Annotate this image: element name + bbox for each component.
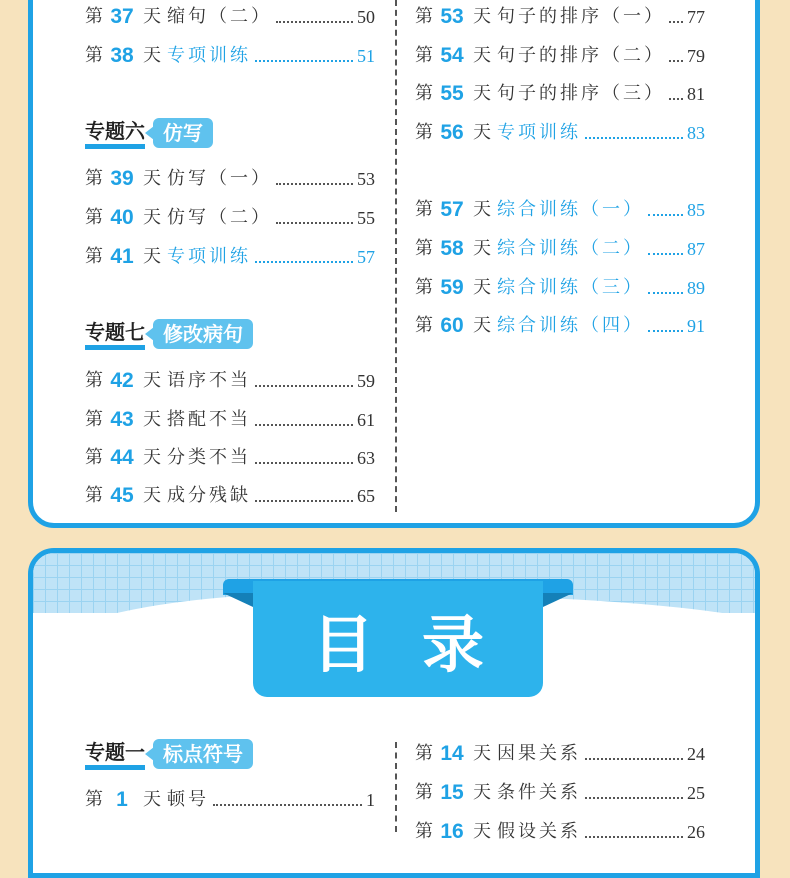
- day-suffix: 天: [473, 45, 491, 66]
- entry-prefix: 第: [415, 6, 433, 27]
- day-number: 40: [110, 206, 134, 229]
- toc-entry-day-42[interactable]: [85, 366, 375, 396]
- day-number: 57: [440, 198, 464, 221]
- entry-prefix: 第: [85, 789, 103, 810]
- day-suffix: 天: [143, 447, 161, 468]
- column-divider-bottom: [395, 742, 397, 832]
- page-number: 65: [357, 486, 375, 506]
- entry-prefix: 第: [415, 238, 433, 259]
- leader-dots: [585, 826, 683, 838]
- entry-prefix: 第: [415, 45, 433, 66]
- leader-dots: [255, 414, 353, 426]
- entry-title: 综合训练（二）: [497, 238, 644, 259]
- day-suffix: 天: [143, 168, 161, 189]
- leader-dots: [648, 320, 683, 332]
- ribbon-fold-left: [223, 593, 253, 607]
- leader-dots: [255, 50, 353, 62]
- day-suffix: 天: [473, 199, 491, 220]
- leader-dots: [669, 11, 683, 23]
- day-number: 42: [110, 369, 134, 392]
- day-number: 1: [116, 788, 128, 811]
- day-suffix: 天: [143, 246, 161, 267]
- day-number: 43: [110, 408, 134, 431]
- day-suffix: 天: [473, 238, 491, 259]
- toc-entry-day-44[interactable]: [85, 443, 375, 473]
- toc-entry-day-57[interactable]: [415, 195, 705, 225]
- topic-six-header: [85, 115, 213, 151]
- entry-title: 句子的排序（二）: [497, 45, 665, 66]
- day-suffix: 天: [473, 782, 491, 803]
- topic-seven-header: [85, 316, 253, 352]
- entry-title: 专项训练: [167, 246, 251, 267]
- page-number: 85: [687, 200, 705, 220]
- day-suffix: 天: [143, 409, 161, 430]
- toc-entry-day-56[interactable]: [415, 118, 705, 148]
- day-suffix: 天: [143, 6, 161, 27]
- entry-title: 搭配不当: [167, 409, 251, 430]
- leader-dots: [255, 452, 353, 464]
- topic-seven-label: 专题七: [85, 319, 145, 350]
- contents-banner: [253, 581, 543, 697]
- entry-title: 成分残缺: [167, 485, 251, 506]
- day-number: 41: [110, 245, 134, 268]
- contents-title: 目录: [311, 607, 532, 681]
- toc-entry-day-40[interactable]: [85, 203, 375, 233]
- page-number: 24: [687, 744, 705, 764]
- day-suffix: 天: [143, 45, 161, 66]
- page-number: 55: [357, 208, 375, 228]
- leader-dots: [648, 204, 683, 216]
- day-suffix: 天: [143, 485, 161, 506]
- leader-dots: [276, 173, 353, 185]
- column-divider: [395, 0, 397, 512]
- entry-prefix: 第: [415, 83, 433, 104]
- day-suffix: 天: [143, 370, 161, 391]
- entry-prefix: 第: [85, 246, 103, 267]
- leader-dots: [255, 490, 353, 502]
- leader-dots: [255, 375, 353, 387]
- entry-title: 句子的排序（三）: [497, 83, 665, 104]
- leader-dots: [585, 787, 683, 799]
- toc-entry-day-16[interactable]: [415, 817, 705, 847]
- day-number: 38: [110, 44, 134, 67]
- entry-prefix: 第: [415, 277, 433, 298]
- entry-prefix: 第: [415, 782, 433, 803]
- entry-title: 顿号: [167, 789, 209, 810]
- entry-title: 综合训练（四）: [497, 315, 644, 336]
- leader-dots: [669, 50, 683, 62]
- day-number: 15: [440, 781, 464, 804]
- topic-seven-tag: 修改病句: [153, 319, 253, 349]
- page-number: 59: [357, 371, 375, 391]
- leader-dots: [276, 11, 353, 23]
- entry-prefix: 第: [85, 207, 103, 228]
- day-suffix: 天: [143, 207, 161, 228]
- topic-one-label: 专题一: [85, 739, 145, 770]
- entry-prefix: 第: [415, 821, 433, 842]
- day-number: 39: [110, 167, 134, 190]
- topic-one-tag: 标点符号: [153, 739, 253, 769]
- topic-six-tag: 仿写: [153, 118, 213, 148]
- entry-title: 仿写（二）: [167, 207, 272, 228]
- entry-title: 专项训练: [167, 45, 251, 66]
- entry-title: 分类不当: [167, 447, 251, 468]
- entry-title: 仿写（一）: [167, 168, 272, 189]
- entry-prefix: 第: [85, 447, 103, 468]
- topic-one-header: [85, 736, 253, 772]
- day-number: 16: [440, 820, 464, 843]
- leader-dots: [648, 282, 683, 294]
- page-number: 77: [687, 7, 705, 27]
- toc-entry-day-45[interactable]: [85, 481, 375, 511]
- entry-title: 专项训练: [497, 122, 581, 143]
- entry-prefix: 第: [85, 6, 103, 27]
- entry-title: 综合训练（三）: [497, 277, 644, 298]
- page-number: 81: [687, 84, 705, 104]
- entry-prefix: 第: [415, 315, 433, 336]
- page-number: 53: [357, 169, 375, 189]
- day-number: 44: [110, 446, 134, 469]
- page-number: 87: [687, 239, 705, 259]
- day-number: 58: [440, 237, 464, 260]
- toc-entry-day-55[interactable]: [415, 79, 705, 109]
- entry-prefix: 第: [85, 409, 103, 430]
- page-number: 50: [357, 7, 375, 27]
- toc-entry-day-53[interactable]: [415, 2, 705, 32]
- day-number: 53: [440, 5, 464, 28]
- toc-entry-day-39[interactable]: [85, 164, 375, 194]
- leader-dots: [276, 212, 353, 224]
- day-number: 54: [440, 44, 464, 67]
- day-number: 60: [440, 314, 464, 337]
- page-number: 57: [357, 247, 375, 267]
- entry-title: 句子的排序（一）: [497, 6, 665, 27]
- entry-prefix: 第: [85, 168, 103, 189]
- entry-title: 条件关系: [497, 782, 581, 803]
- leader-dots: [213, 794, 362, 806]
- page-number: 83: [687, 123, 705, 143]
- page-number: 79: [687, 46, 705, 66]
- toc-entry-day-59[interactable]: [415, 273, 705, 303]
- topic-six-label: 专题六: [85, 118, 145, 149]
- leader-dots: [669, 88, 683, 100]
- leader-dots: [585, 748, 683, 760]
- toc-entry-day-60[interactable]: [415, 311, 705, 341]
- toc-entry-day-14[interactable]: [415, 739, 705, 769]
- day-suffix: 天: [473, 122, 491, 143]
- entry-prefix: 第: [415, 743, 433, 764]
- entry-prefix: 第: [415, 199, 433, 220]
- day-number: 55: [440, 82, 464, 105]
- leader-dots: [255, 251, 353, 263]
- toc-entry-day-37[interactable]: [85, 2, 375, 32]
- day-suffix: 天: [473, 6, 491, 27]
- leader-dots: [648, 243, 683, 255]
- day-suffix: 天: [473, 743, 491, 764]
- toc-entry-day-15[interactable]: [415, 778, 705, 808]
- ribbon-fold-right: [543, 593, 573, 607]
- day-suffix: 天: [473, 315, 491, 336]
- page-number: 26: [687, 822, 705, 842]
- day-suffix: 天: [473, 83, 491, 104]
- day-number: 14: [440, 742, 464, 765]
- toc-entry-day-38[interactable]: [85, 41, 375, 71]
- page-number: 91: [687, 316, 705, 336]
- page-number: 89: [687, 278, 705, 298]
- toc-entry-day-58[interactable]: [415, 234, 705, 264]
- entry-title: 缩句（二）: [167, 6, 272, 27]
- entry-prefix: 第: [85, 485, 103, 506]
- entry-title: 因果关系: [497, 743, 581, 764]
- day-number: 59: [440, 276, 464, 299]
- page-number: 63: [357, 448, 375, 468]
- page-number: 25: [687, 783, 705, 803]
- entry-prefix: 第: [85, 370, 103, 391]
- day-number: 56: [440, 121, 464, 144]
- entry-title: 假设关系: [497, 821, 581, 842]
- entry-title: 综合训练（一）: [497, 199, 644, 220]
- page-number: 51: [357, 46, 375, 66]
- toc-entry-day-41[interactable]: [85, 242, 375, 272]
- day-suffix: 天: [143, 789, 161, 810]
- day-number: 37: [110, 5, 134, 28]
- entry-prefix: 第: [85, 45, 103, 66]
- toc-entry-day-54[interactable]: [415, 41, 705, 71]
- page-number: 1: [366, 790, 375, 810]
- toc-entry-day-43[interactable]: [85, 405, 375, 435]
- entry-prefix: 第: [415, 122, 433, 143]
- leader-dots: [585, 127, 683, 139]
- page-number: 61: [357, 410, 375, 430]
- day-suffix: 天: [473, 277, 491, 298]
- toc-entry-day-1[interactable]: [85, 785, 375, 815]
- day-suffix: 天: [473, 821, 491, 842]
- entry-title: 语序不当: [167, 370, 251, 391]
- day-number: 45: [110, 484, 134, 507]
